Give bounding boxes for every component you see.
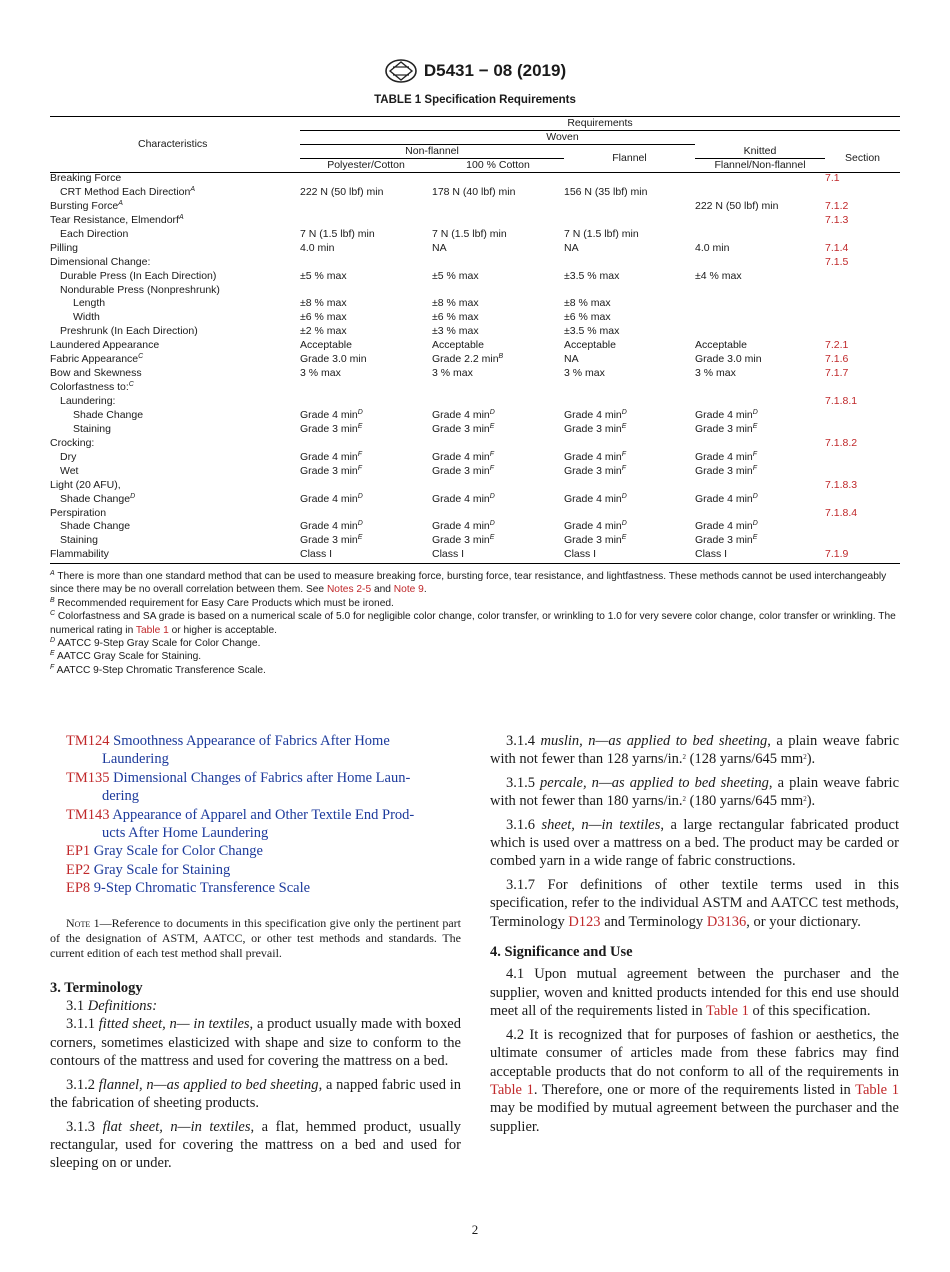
d123-link[interactable]: D123 (568, 913, 601, 930)
table-row: Crocking: 7.1.8.2 (50, 436, 858, 449)
table-footnotes (50, 570, 900, 677)
table-row: Shade Change Grade 4 $\min^D$ Grade 4 $\min^D$ Grade 4 $\min^D$ Grade 4 $\min^D$ (73, 408, 758, 421)
para-3-1-7: 3.1.7 For definitions of other textile terms used in this specification, refer to the individual ASTM and AATCC test methods, Terminology D123 and Terminology D3136, or your dictionary. (490, 876, 899, 930)
table-row: Pilling 4.0 min NA NA 4.0 min 7.1.4 (50, 241, 849, 254)
note-9-link[interactable]: Note 9 (393, 584, 424, 596)
table1-link[interactable]: Table 1 (490, 1081, 534, 1098)
ref-item[interactable]: TM135 Dimensional Changes of Fabrics after Home Laun- dering (66, 769, 411, 805)
table-row: Dry Grade 4 $\min^F$ Grade 4 $\min^F$ Grade 4 $\min^F$ Grade 4 $\min^F$ (60, 450, 758, 463)
footnote-e: $^E$ AATCC Gray Scale for Staining. (50, 650, 202, 663)
table-row: Staining Grade 3 $\min^E$ Grade 3 $\min^E$ Grade 3 $\min^E$ Grade 3 $\min^E$ (60, 534, 758, 547)
para-3-1-2: 3.1.2 flannel, n—as applied to bed sheeting, a napped fabric used in the fabrication of sheeting products. (50, 1076, 461, 1112)
table-bottom-rule (50, 563, 900, 564)
table-row: Staining Grade 3 $\min^E$ Grade 3 $\min^E$ Grade 3 $\min^E$ Grade 3 $\min^E$ (73, 422, 758, 435)
table-row: Bow and Skewness 3 % max 3 % max 3 % max 3 % max 7.1.7 (50, 367, 849, 380)
table-row: Nondurable Press (Nonpreshrunk) (60, 283, 220, 296)
table-row: Flammability Class I Class I Class I Class I 7.1.9 (50, 548, 849, 561)
table-row: Laundering: 7.1.8.1 (60, 395, 858, 407)
head-knitted-sub: Flannel/Non-flannel (714, 159, 806, 171)
table1-link[interactable]: Table 1 (855, 1081, 899, 1098)
para-3-1-4: 3.1.4 muslin, n—as applied to bed sheeting, a plain weave fabric with not fewer than 128 yarns/in.$^2$ (128 yarns/645 $mm^2$). (490, 733, 900, 768)
document-header (0, 58, 950, 84)
para-4-1: 4.1 Upon mutual agreement between the purchaser and the supplier, woven and knitted products intended for this end use should meet all of the requirements listed in Table 1 of this specification. (490, 966, 899, 1020)
table-row: Laundered Appearance Acceptable Acceptable Acceptable Acceptable 7.2.1 (50, 339, 849, 352)
ref-item[interactable]: TM143 Appearance of Apparel and Other Textile End Prod- ucts After Home Laundering (66, 806, 415, 842)
head-characteristics: Characteristics (138, 138, 208, 150)
head-flannel: Flannel (612, 152, 647, 164)
spec-table-body (50, 172, 900, 562)
head-nonflannel: Non-flannel (405, 145, 459, 157)
table-row: Bursting Force$^A$ 222 N (50 lbf) min 7.1.2 (50, 199, 849, 212)
para-4-2: 4.2 It is recognized that for purposes of fashion or aesthetics, the ultimate consumer of articles made from these fabrics may find acceptable products that do not conform to all of the requirements in Table 1. Therefore, one or more of the requirements listed in Table 1 may be modified by mutual agreement between the purchaser and the supplier. (490, 1026, 899, 1135)
table-row: Light (20 AFU), 7.1.8.3 (50, 478, 858, 491)
left-column (50, 732, 461, 1178)
table-row: Tear Resistance, Elmendorf$^A$ 7.1.3 (50, 213, 849, 226)
para-3-1-3: 3.1.3 flat sheet, n—in textiles, a flat, hemmed product, usually rectangular, used for covering the mattress on a bed and used for sleeping on or under. (50, 1118, 461, 1172)
head-woven: Woven (546, 131, 579, 143)
footnote-f: $^F$ AATCC 9-Step Chromatic Transference Scale. (50, 663, 266, 676)
table-row: Perspiration 7.1.8.4 (50, 506, 858, 519)
table-row: Dimensional Change: 7.1.5 (50, 255, 849, 268)
footnote-c: $^C$ Colorfastness and SA grade is based on a numerical scale of 5.0 for negligible color change, color transfer, or wrinkling to 1.0 for very severe color change, color transfer or wrinkling. The numerical rating in Table 1 or higher is acceptable. (50, 610, 896, 636)
note-1: Note 1—Reference to documents in this specification give only the pertinent part of the designation of ASTM, AATCC, or other test methods and standards. The current edition of each test method shall prevail. (50, 915, 462, 960)
table1-link[interactable]: Table 1 (705, 1003, 749, 1020)
table-row: Durable Press (In Each Direction) ±5 % max ±5 % max ±3.5 % max ±4 % max (60, 269, 742, 282)
right-column (490, 732, 899, 1141)
table-title: TABLE 1 Specification Requirements (374, 94, 576, 106)
para-3-1-6: 3.1.6 sheet, n—in textiles, a large rectangular fabricated product which is used over a mattress on a bed. The product may be carded or combed yarn in a wide range of fabric constructions. (490, 816, 899, 870)
head-polycotton: Polyester/Cotton (327, 159, 405, 171)
table-row: Breaking Force 7.1 (50, 172, 840, 184)
table-row: Length ±8 % max ±8 % max ±8 % max (73, 297, 611, 310)
table-row: Colorfastness to:$^C$ (50, 381, 134, 394)
footnote-d: $^D$ AATCC 9-Step Gray Scale for Color Change. (50, 637, 261, 650)
footnote-a: $^A$ There is more than one standard method that can be used to measure breaking force, bursting force, tear resistance, and lightfastness. These methods cannot be used interchangeably since there may be no overall correlation between them. See Notes 2-5 and Note 9. (50, 570, 887, 596)
head-section: Section (844, 152, 881, 164)
para-3-1-1: 3.1.1 fitted sheet, n— in textiles, a product usually made with boxed corners, sometimes elasticized with shape and size to conform to the contours of the mattress and used for covering the mattress on a bed. (50, 1016, 461, 1070)
table-row: Each Direction 7 N (1.5 lbf) min 7 N (1.5 lbf) min 7 N (1.5 lbf) min (60, 227, 639, 240)
table-row: Shade Change$^D$ Grade 4 $\min^D$ Grade 4 $\min^D$ Grade 4 $\min^D$ Grade 4 $\min^D$ (60, 492, 758, 505)
section-4-heading: 4. Significance and Use (490, 944, 633, 961)
section-3-heading: 3. Terminology (50, 979, 143, 996)
ref-item[interactable]: TM124 Smoothness Appearance of Fabrics After Home Laundering (66, 733, 390, 768)
head-cotton: 100 % Cotton (466, 159, 530, 171)
table-row: Fabric Appearance$^C$ Grade 3.0 min Grade 2.2 $\min^B$ NA Grade 3.0 min 7.1.6 (50, 353, 849, 366)
ref-item[interactable]: EP2 Gray Scale for Staining (66, 861, 231, 878)
table-row: Preshrunk (In Each Direction) ±2 % max ±3 % max ±3.5 % max (60, 325, 620, 338)
table1-link[interactable]: Table 1 (135, 624, 169, 636)
head-knitted: Knitted (743, 145, 777, 157)
head-requirements: Requirements (567, 117, 633, 129)
table-row: Wet Grade 3 $\min^F$ Grade 3 $\min^F$ Grade 3 $\min^F$ Grade 3 $\min^F$ (60, 464, 758, 477)
table-row: Width ±6 % max ±6 % max ±6 % max (73, 311, 611, 324)
page-number: 2 (471, 1222, 479, 1237)
astm-logo-icon (384, 58, 418, 84)
ref-item[interactable]: EP1 Gray Scale for Color Change (66, 843, 263, 860)
table-row: Shade Change Grade 4 $\min^D$ Grade 4 $\min^D$ Grade 4 $\min^D$ Grade 4 $\min^D$ (60, 520, 758, 533)
ref-item[interactable]: EP8 9-Step Chromatic Transference Scale (66, 880, 311, 897)
d3136-link[interactable]: D3136 (706, 913, 747, 930)
notes-2-5-link[interactable]: Notes 2-5 (326, 584, 372, 596)
para-3-1-5: 3.1.5 percale, n—as applied to bed sheeting, a plain weave fabric with not fewer than 180 yarns/in.$^2$ (180 yarns/645 $mm^2$). (490, 774, 899, 810)
table-row: CRT Method Each Direction$^A$ 222 N (50 lbf) min 178 N (40 lbf) min 156 N (35 lbf) min (60, 185, 648, 198)
footnote-b: $^B$ Recommended requirement for Easy Care Products which must be ironed. (50, 596, 394, 609)
designation: D5431 − 08 (2019) (423, 61, 567, 80)
para-3-1: 3.1 Definitions: (66, 998, 158, 1015)
